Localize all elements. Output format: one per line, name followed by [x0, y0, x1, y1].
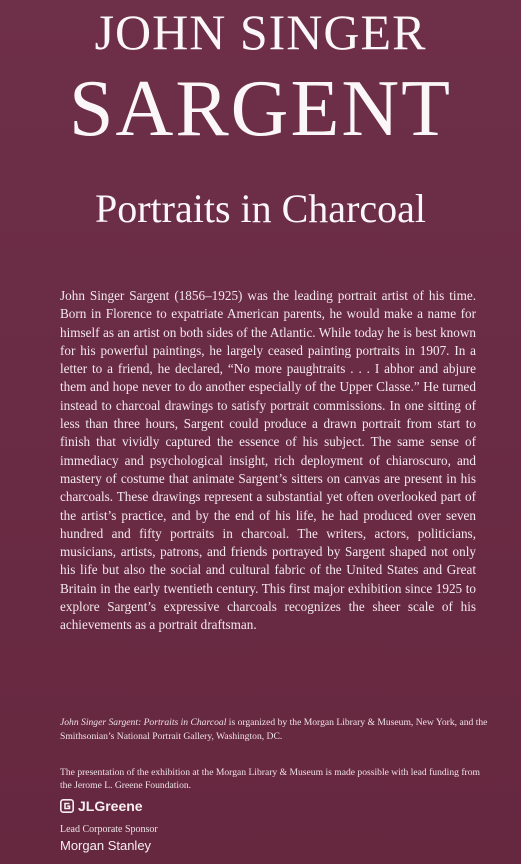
exhibition-description: John Singer Sargent (1856–1925) was the leading portrait artist of his time. Born in Florence to expatriate American parents, he would make a name for himself as an artist on both sides of the Atlantic. While today he is best known for his powerful paintings, he largely ceased painting portraits in 1907. In a letter to a friend, he declared, “No more paughtraits . . . I abhor and abjure them and hope never to do another especially of the Upper Classe.” He turned instead to charcoal drawings to satisfy portrait commissions. In one sitting of less than three hours, Sargent could produce a drawn portrait from start to finish that vividly captured the essence of his subject. The same sense of immediacy and psychological insight, rich deployment of chiaroscuro, and mastery of costume that animate Sargent’s sitters on canvas are present in his charcoals. These drawings represent a substantial yet often overlooked part of the artist’s practice, and by the end of his life, he had produced over seven hundred and fifty portraits in charcoal. The writers, actors, politicians, musicians, artists, patrons, and friends portrayed by Sargent shaped not only his life but also the social and cultural fabric of the United States and Great Britain in the early twentieth century. This first major exhibition since 1925 to explore Sargent’s expressive charcoals recognizes the sheer scale of his achievements as a portrait draftsman. — [60, 288, 476, 633]
jl-greene-logo — [60, 797, 143, 815]
title-line-2: SARGENT — [69, 65, 452, 153]
credit-exhibition-title: John Singer Sargent: Portraits in Charcoal — [60, 717, 227, 728]
organizer-credit — [60, 716, 490, 744]
sponsor-label: Lead Corporate Sponsor — [60, 824, 158, 835]
title-line-1: JOHN SINGER — [94, 4, 427, 60]
credit-text: is organized by the Morgan Library & Museum, New York, and the Smithsonian’s National Portrait Gallery, Washington, DC. — [60, 717, 488, 742]
morgan-stanley-logo: Morgan Stanley — [60, 838, 152, 853]
funding-credit: The presentation of the exhibition at the Morgan Library & Museum is made possible with lead funding from the Jerome L. Greene Foundation. — [60, 767, 480, 791]
exhibition-subtitle: Portraits in Charcoal — [94, 186, 427, 231]
jl-greene-logo-text: JLGreene — [78, 798, 143, 814]
jl-greene-logo-icon — [60, 799, 74, 813]
